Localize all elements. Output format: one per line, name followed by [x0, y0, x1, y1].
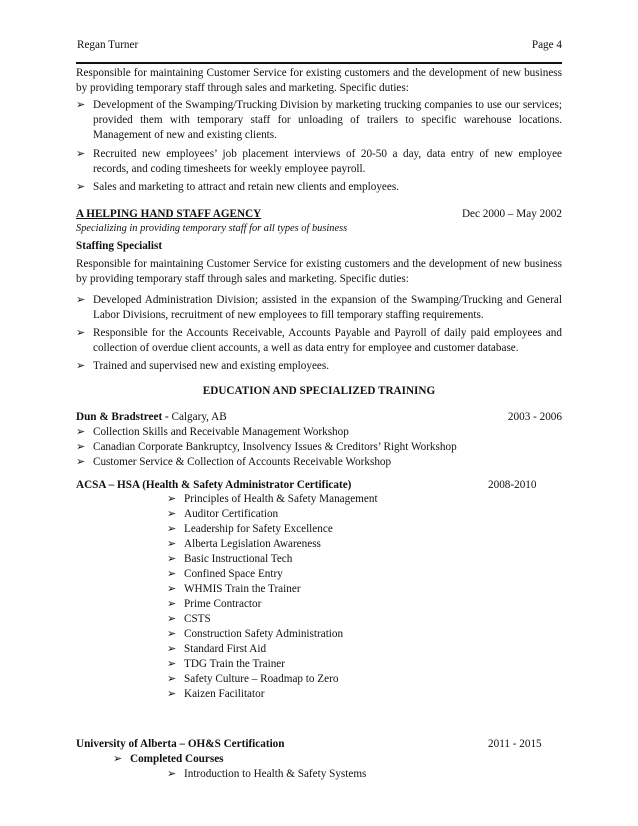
company-name: A HELPING HAND STAFF AGENCY — [76, 208, 262, 220]
bullet-text: Responsible for the Accounts Receivable, Accounts Payable and Payroll of daily paid employees and collection of overdue client accounts, a well as data entry for employee and customer database. — [93, 327, 562, 354]
header-rule — [76, 62, 562, 64]
list-item — [76, 359, 562, 374]
section-heading: EDUCATION AND SPECIALIZED TRAINING — [202, 385, 436, 397]
education-dates: 2011 - 2015 — [488, 738, 542, 750]
arrow-bullet-icon: ➢ — [76, 456, 86, 468]
course-name: CSTS — [184, 613, 211, 625]
institution-name: University of Alberta – OH&S Certification — [76, 738, 285, 750]
arrow-bullet-icon: ➢ — [76, 99, 86, 111]
course-name: Kaizen Facilitator — [184, 688, 265, 700]
institution-name: ACSA – HSA (Health & Safety Administrator Certificate) — [76, 479, 352, 491]
header-page-number: Page 4 — [531, 39, 562, 51]
arrow-bullet-icon: ➢ — [167, 673, 177, 685]
bullet-text: Recruited new employees’ job placement interviews of 20-50 a day, data entry of new employee records, and coding timesheets for weekly employee payroll. — [93, 148, 562, 175]
course-name: Alberta Legislation Awareness — [184, 538, 321, 550]
arrow-bullet-icon: ➢ — [167, 598, 177, 610]
arrow-bullet-icon: ➢ — [167, 493, 177, 505]
bullet-text: Development of the Swamping/Trucking Division by marketing trucking companies to use our services; provided them with temporary staff for unloading of trailers to specific warehouse locations. Management of new and existing clients. — [93, 99, 562, 141]
bullet-text: Trained and supervised new and existing employees. — [93, 360, 330, 372]
arrow-bullet-icon: ➢ — [167, 568, 177, 580]
education-dates: 2008-2010 — [488, 479, 537, 491]
arrow-bullet-icon: ➢ — [76, 426, 86, 438]
education-dates: 2003 - 2006 — [507, 411, 562, 423]
list-item — [76, 147, 562, 177]
company-tagline: Specializing in providing temporary staff for all types of business — [76, 223, 348, 234]
bullet-text: Developed Administration Division; assisted in the expansion of the Swamping/Trucking and General Labor Divisions, recruitment of new employees to fill temporary staffing requirements. — [93, 294, 562, 321]
course-name: Leadership for Safety Excellence — [184, 523, 333, 535]
arrow-bullet-icon: ➢ — [167, 768, 177, 780]
course-name: Principles of Health & Safety Management — [184, 493, 378, 505]
arrow-bullet-icon: ➢ — [167, 688, 177, 700]
course-name: TDG Train the Trainer — [184, 658, 286, 670]
job-dates: Dec 2000 – May 2002 — [461, 208, 562, 220]
course-name: Canadian Corporate Bankruptcy, Insolvency Issues & Creditors’ Right Workshop — [93, 441, 457, 453]
arrow-bullet-icon: ➢ — [167, 523, 177, 535]
list-item — [76, 98, 562, 143]
arrow-bullet-icon: ➢ — [167, 613, 177, 625]
institution-line — [76, 410, 227, 425]
course-name: Auditor Certification — [184, 508, 279, 520]
arrow-bullet-icon: ➢ — [167, 508, 177, 520]
arrow-bullet-icon: ➢ — [167, 643, 177, 655]
arrow-bullet-icon: ➢ — [167, 628, 177, 640]
duties-intro: Responsible for maintaining Customer Service for existing customers and the development of new business by providing temporary staff through sales and marketing. Specific duties: — [76, 258, 562, 285]
arrow-bullet-icon: ➢ — [167, 553, 177, 565]
arrow-bullet-icon: ➢ — [113, 753, 123, 765]
subheading-completed-courses: Completed Courses — [130, 753, 224, 765]
course-name: Introduction to Health & Safety Systems — [184, 768, 367, 780]
course-name: Collection Skills and Receivable Management Workshop — [93, 426, 349, 438]
course-name: Construction Safety Administration — [184, 628, 344, 640]
arrow-bullet-icon: ➢ — [76, 360, 86, 372]
arrow-bullet-icon: ➢ — [167, 658, 177, 670]
course-name: Prime Contractor — [184, 598, 262, 610]
arrow-bullet-icon: ➢ — [76, 441, 86, 453]
course-name: Customer Service & Collection of Accounts Receivable Workshop — [93, 456, 392, 468]
list-item — [76, 293, 562, 323]
duties-intro: Responsible for maintaining Customer Service for existing customers and the development of new business by providing temporary staff through sales and marketing. Specific duties: — [76, 67, 562, 94]
bullet-text: Sales and marketing to attract and retain new clients and employees. — [93, 181, 399, 193]
header-name: Regan Turner — [77, 39, 139, 51]
arrow-bullet-icon: ➢ — [167, 538, 177, 550]
arrow-bullet-icon: ➢ — [167, 583, 177, 595]
arrow-bullet-icon: ➢ — [76, 327, 86, 339]
course-name: Safety Culture – Roadmap to Zero — [184, 673, 339, 685]
course-name: Confined Space Entry — [184, 568, 283, 580]
arrow-bullet-icon: ➢ — [76, 181, 86, 193]
arrow-bullet-icon: ➢ — [76, 294, 86, 306]
course-name: Basic Instructional Tech — [184, 553, 293, 565]
arrow-bullet-icon: ➢ — [76, 148, 86, 160]
institution-location: Calgary, AB — [171, 411, 227, 423]
list-item — [76, 326, 562, 356]
institution-name: Dun & Bradstreet - — [76, 411, 172, 423]
job-title: Staffing Specialist — [76, 240, 163, 252]
course-name: Standard First Aid — [184, 643, 267, 655]
list-item — [76, 180, 562, 195]
course-name: WHMIS Train the Trainer — [184, 583, 301, 595]
